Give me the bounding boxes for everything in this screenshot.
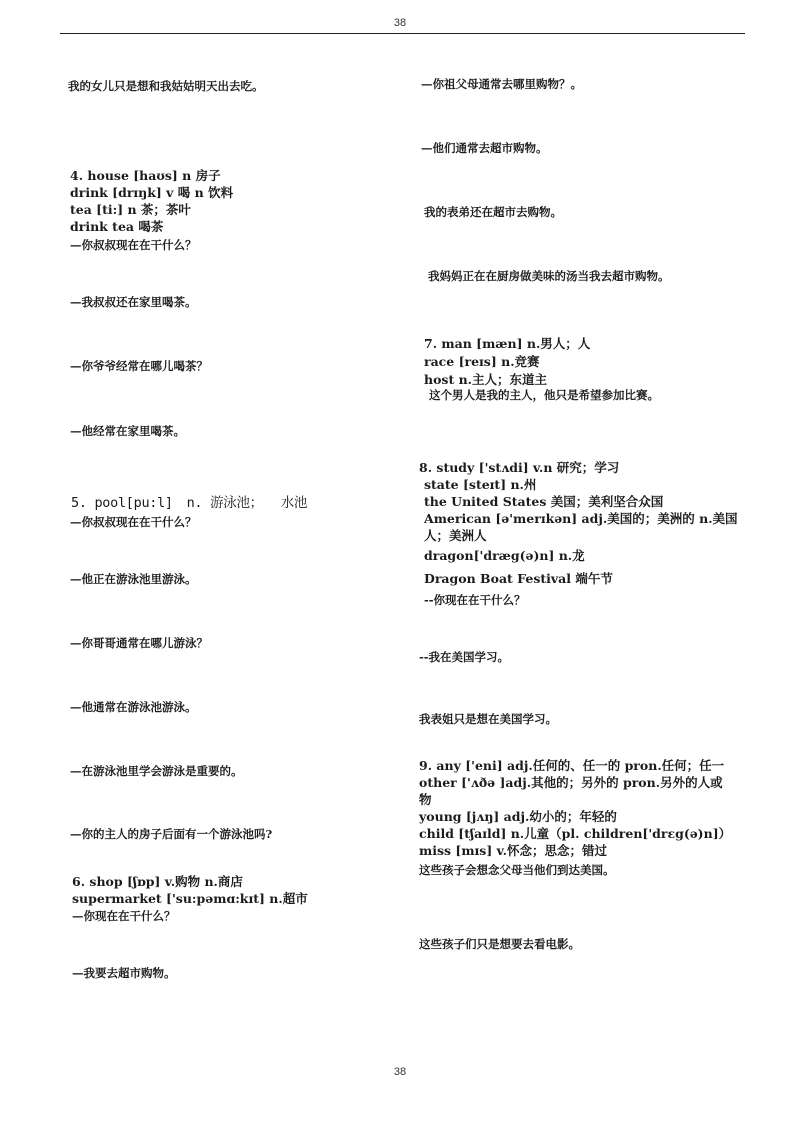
vocab-9-line-6: miss [mɪs] v.怀念；思念；错过 <box>419 843 607 858</box>
vocab-8-line-4b: 人；美洲人 <box>424 528 487 543</box>
sentence-4-1: —你叔叔现在在干什么？ <box>70 238 197 252</box>
vocab-8-line-1: 8. study ['stʌdi] v.n 研究；学习 <box>419 460 620 475</box>
sentence-9-2: 这些孩子们只是想要去看电影。 <box>419 937 580 951</box>
vocab-7-line-2: race [reɪs] n.竞赛 <box>424 354 540 369</box>
sentence-4-4: —他经常在家里喝茶。 <box>70 424 185 438</box>
vocab-6-line-1: 6. shop [ʃɒp] v.购物 n.商店 <box>72 874 243 889</box>
vocab-7-line-3: host n.主人；东道主 <box>424 372 548 387</box>
vocab-8-line-4a: American [ə'merɪkən] adj.美国的；美洲的 n.美国 <box>424 511 738 526</box>
page-number-top: 38 <box>393 17 407 29</box>
sentence-4-3: —你爷爷经常在哪儿喝茶？ <box>70 359 208 373</box>
vocab-9-line-2: other ['ʌðə ]adj.其他的；另外的 pron.另外的人或 <box>419 775 723 790</box>
vocab-4-line-2: drink [drɪŋk] v 喝 n 饮料 <box>70 185 234 200</box>
sentence-9-1: 这些孩子会想念父母当他们到达美国。 <box>419 863 615 877</box>
header-rule <box>60 33 745 34</box>
sentence-5-3: —你哥哥通常在哪儿游泳？ <box>70 636 208 650</box>
vocab-8-line-2: state [steɪt] n.州 <box>424 477 537 492</box>
vocab-9-line-5: child [tʃaɪld] n.儿童（pl. children['drεg(ə)n]） <box>419 826 732 841</box>
vocab-5-word: pool[pu:l] <box>94 495 173 511</box>
sentence-5-2: —他正在游泳池里游泳。 <box>70 572 197 586</box>
sentence-5-4: —他通常在游泳池游泳。 <box>70 700 197 714</box>
vocab-9-line-4: young [jʌŋ] adj.幼小的；年轻的 <box>419 809 617 824</box>
vocab-5-extra: 水池 <box>280 495 308 511</box>
vocab-6-line-2: supermarket ['su:pəmɑ:kɪt] n.超市 <box>72 891 308 906</box>
sentence-5-1: —你叔叔现在在干什么？ <box>70 515 197 529</box>
vocab-5-number: 5. <box>71 495 87 511</box>
vocab-4-line-1: 4. house [haʊs] n 房子 <box>70 168 221 183</box>
vocab-4-line-4: drink tea 喝茶 <box>70 219 164 234</box>
vocab-8-line-3: the United States 美国；美利坚合众国 <box>424 494 664 509</box>
vocab-7-line-1: 7. man [mæn] n.男人；人 <box>424 336 591 351</box>
sentence-5-5: —在游泳池里学会游泳是重要的。 <box>70 764 243 778</box>
sentence-6-5: 我的表弟还在超市去购物。 <box>424 205 562 219</box>
vocab-8-line-5: dragon['dræg(ə)n] n.龙 <box>424 548 585 563</box>
sentence-6-6: 我妈妈正在在厨房做美味的汤当我去超市购物。 <box>428 269 670 283</box>
sentence-6-4: —他们通常去超市购物。 <box>421 141 548 155</box>
vocab-4-line-3: tea [ti:] n 茶；茶叶 <box>70 202 191 217</box>
sentence-6-2: —我要去超市购物。 <box>72 966 176 980</box>
page-number-bottom: 38 <box>393 1066 407 1078</box>
sentence-4-2: —我叔叔还在家里喝茶。 <box>70 295 197 309</box>
sentence-7-1: 这个男人是我的主人，他只是希望参加比赛。 <box>429 388 659 402</box>
vocab-5-line <box>71 491 307 511</box>
sentence-8-3: 我表姐只是想在美国学习。 <box>419 712 557 726</box>
vocab-9-line-3: 物 <box>419 792 432 807</box>
sentence-6-3: —你祖父母通常去哪里购物？。 <box>421 77 582 91</box>
sentence-8-2: --我在美国学习。 <box>419 650 510 664</box>
vocab-9-line-1: 9. any ['eni] adj.任何的、任一的 pron.任何；任一 <box>419 758 725 773</box>
sentence-daughter: 我的女儿只是想和我姑姑明天出去吃。 <box>68 79 264 93</box>
vocab-8-line-6: Dragon Boat Festival 端午节 <box>424 571 613 586</box>
vocab-5-pos: n. 游泳池； <box>186 495 263 511</box>
sentence-8-1: --你现在在干什么？ <box>424 593 526 607</box>
sentence-6-1: —你现在在干什么？ <box>72 909 176 923</box>
sentence-5-6: —你的主人的房子后面有一个游泳池吗? <box>70 827 273 841</box>
